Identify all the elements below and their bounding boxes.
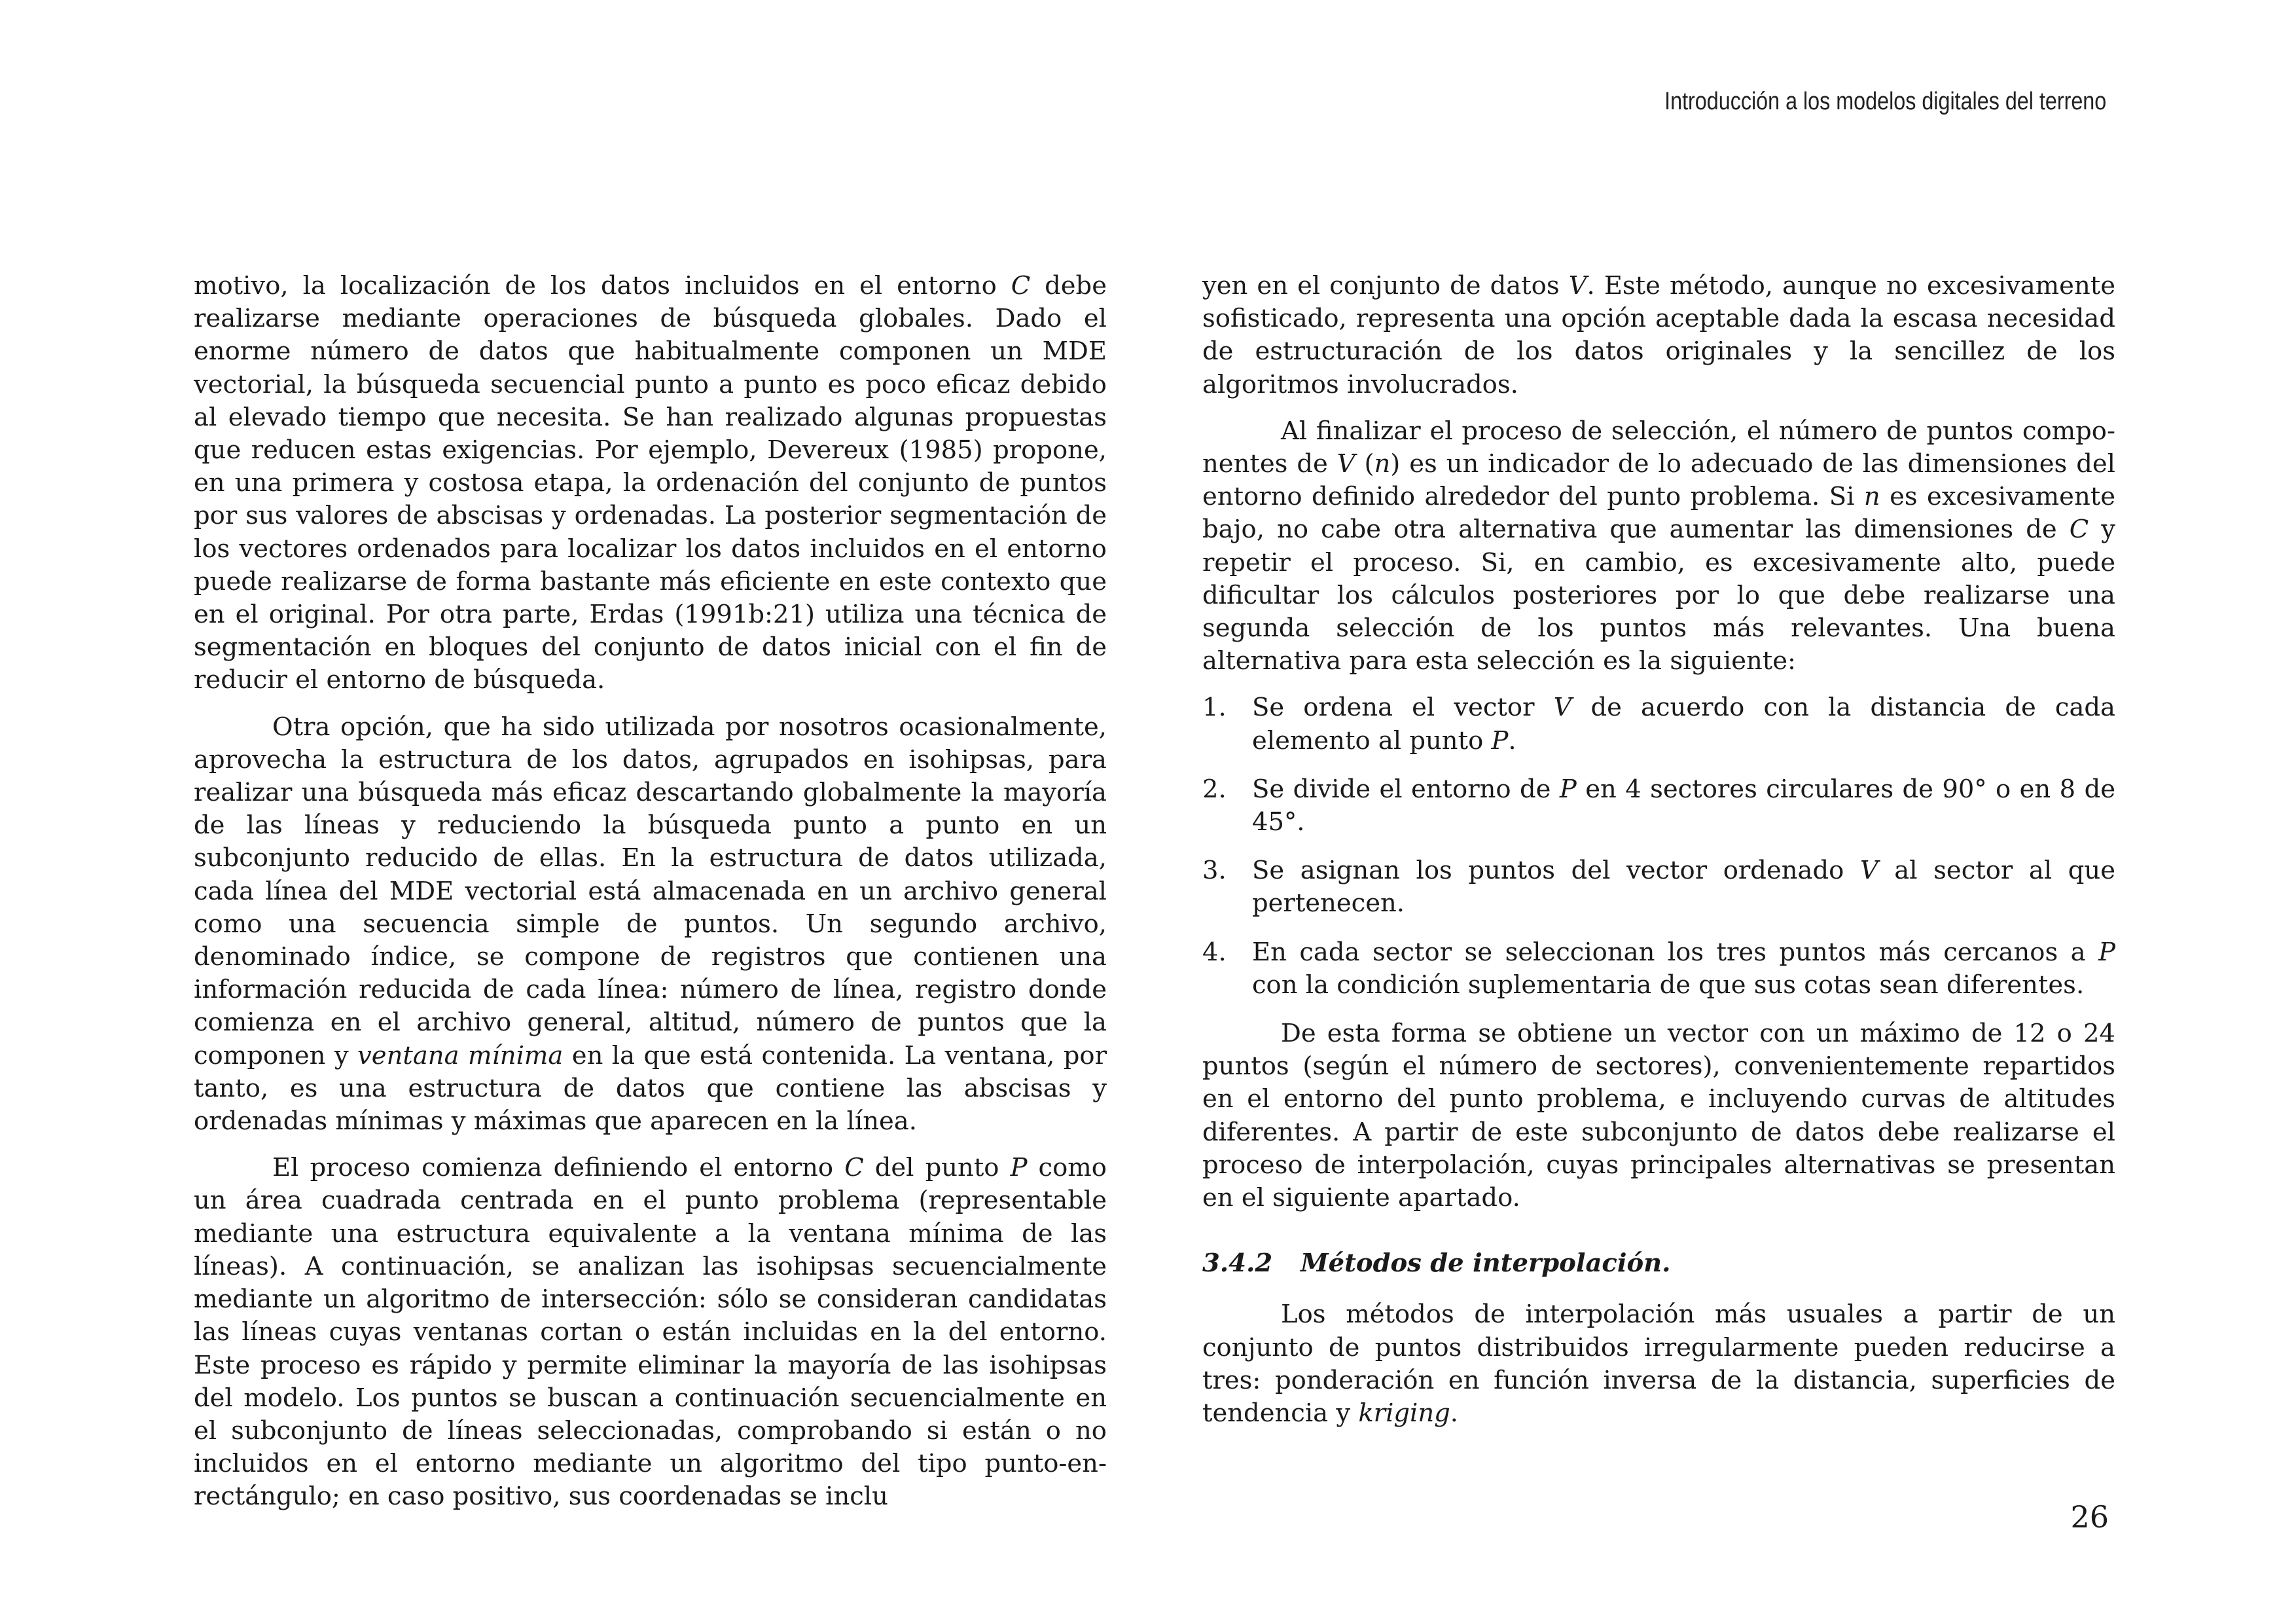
paragraph: Al finalizar el proceso de selección, el número de puntos componentes de V (n) es un indicador de lo adecuado de las dimensiones del entorno definido alrededor del punto problema. Si n es excesivamente bajo, no cabe otra alternativa que aumentar las dimensiones de C y repetir el proceso. Si, en cambio, es excesivamente alto, puede dificultar los cálculos posteriores por lo que debe realizarse una segunda selección de los puntos más relevantes. Una buena alternativa para esta selección es la siguiente:	[1202, 416, 2116, 676]
paragraph: Los métodos de interpolación más usuales a partir de un conjunto de puntos distribuidos irregularmente pueden reducirse a tres: ponderación en función inversa de la distancia, superficies de tendencia y kriging.	[1202, 1300, 2115, 1429]
paragraph: Otra opción, que ha sido utilizada por nosotros ocasionalmente, aprovecha la estructura de los datos, agrupados en isohipsas, para realizar una búsqueda más eficaz descartando globalmente la mayoría de las líneas y reduciendo la búsqueda punto a punto en un subconjunto reducido de ellas. En la estructura de datos utilizada, cada línea del MDE vectorial está almacenada en un archivo general como una secuencia simple de puntos. Un segundo archivo, denominado índice, se compone de registros que contienen una información reducida de cada línea: número de línea, registro donde comienza en el archivo general, altitud, número de puntos que la componen y ventana mínima en la que está contenida. La ventana, por tanto, es una estructura de datos que contiene las abscisas y ordenadas mínimas y máximas que aparecen en la línea.	[194, 712, 1107, 1137]
list-item: 3. Se asignan los puntos del vector ordenado V al sector al que pertenecen.	[1202, 856, 2115, 919]
list-item: 2. Se divide el entorno de P en 4 sectores circulares de 90° o en 8 de 45°.	[1202, 774, 2116, 837]
paragraph: motivo, la localización de los datos incluidos en el entorno C debe realizarse mediante operaciones de búsqueda globales. Dado el enorme número de datos que habitualmente componen un MDE vectorial, la búsqueda secuencial punto a punto es poco eficaz debido al elevado tiempo que necesita. Se han realizado algunas propuestas que reducen estas exigencias. Por ejemplo, Devereux (1985) propone, en una primera y costosa etapa, la ordenación del conjunto de puntos por sus valores de abscisas y ordenadas. La posterior segmentación de los vectores ordenados para localizar los datos incluidos en el entorno puede realizarse de forma bastante más eficiente en este contexto que en el original. Por otra parte, Erdas (1991b:21) utiliza una técnica de segmentación en bloques del conjunto de datos inicial con el fin de reducir el entorno de búsqueda.	[194, 271, 1107, 695]
paragraph: De esta forma se obtiene un vector con un máximo de 12 o 24 puntos (según el número de sectores), convenientemente repartidos en el entorno del punto problema, e incluyendo curvas de altitudes diferentes. A partir de este subconjunto de datos debe realizarse el proceso de interpolación, cuyas principales alternativas se presentan en el siguiente apartado.	[1202, 1019, 2115, 1213]
section-number: 3.4.2	[1202, 1249, 1273, 1279]
list-number: 4.	[1202, 937, 1227, 967]
numbered-list	[1202, 691, 2115, 1002]
list-item: 4. En cada sector se seleccionan los tres puntos más cercanos a P con la condición suplementaria de que sus cotas sean diferentes.	[1202, 937, 2115, 1000]
paragraph: yen en el conjunto de datos V. Este método, aunque no excesivamente sofisticado, representa una opción aceptable dada la escasa necesidad de estructuración de los datos originales y la sencillez de los algoritmos involucrados.	[1202, 271, 2115, 399]
section-heading	[1202, 1247, 2115, 1280]
right-column	[1202, 270, 2115, 1444]
list-number: 1.	[1202, 693, 1227, 723]
list-number: 3.	[1202, 856, 1227, 886]
paragraph: El proceso comienza definiendo el entorno C del punto P como un área cuadrada centrada en el punto problema (representable mediante una estructura equivalente a la ventana mínima de las líneas). A continuación, se analizan las isohipsas secuencialmente mediante un algoritmo de intersección: sólo se consideran candidatas las líneas cuyas ventanas cortan o están incluidas en la del entorno. Este proceso es rápido y permite eliminar la mayoría de las isohipsas del modelo. Los puntos se buscan a continuación secuencialmente en el subconjunto de líneas seleccionadas, comprobando si están o no incluidos en el entorno mediante un algoritmo del tipo punto-en-rectángulo; en caso positivo, sus coordenadas se inclu	[194, 1153, 1107, 1512]
page-number: 26	[2070, 1499, 2109, 1535]
running-header: Introducción a los modelos digitales del terreno	[1664, 88, 2106, 115]
left-column	[194, 270, 1107, 1527]
section-title: Métodos de interpolación.	[1300, 1249, 1671, 1279]
list-item: 1. Se ordena el vector V de acuerdo con la distancia de cada elemento al punto P.	[1202, 693, 2115, 756]
list-number: 2.	[1202, 774, 1227, 804]
